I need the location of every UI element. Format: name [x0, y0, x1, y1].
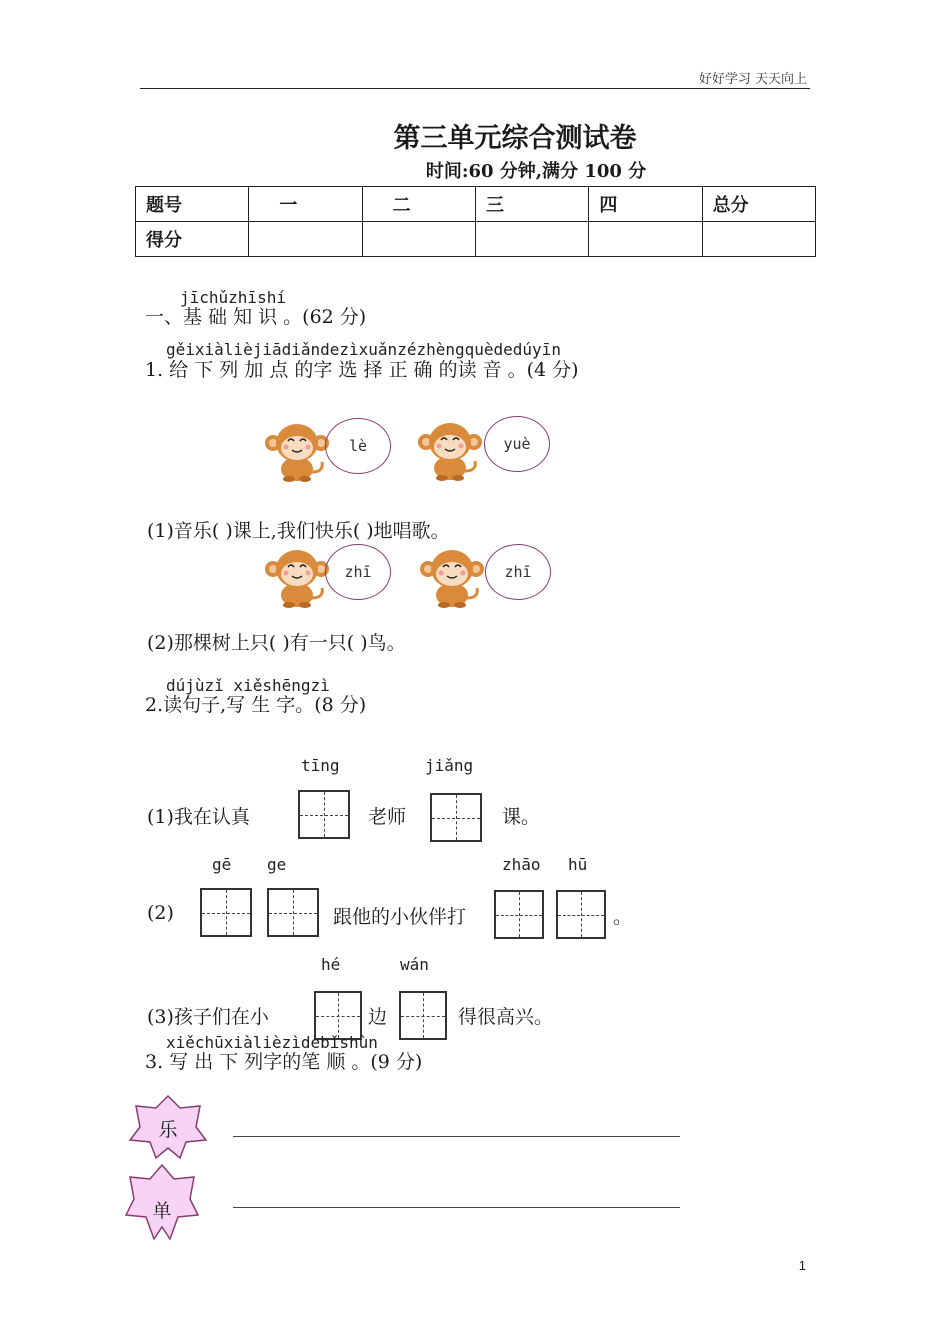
q2-s3-tail: 得很高兴。 [458, 1006, 554, 1028]
q2-s2-lead: (2) [147, 902, 174, 924]
section1-heading: 一、基 础 知 识 。(62 分) [145, 306, 367, 328]
q2-s1-pinyin-1: tīng [301, 756, 340, 775]
stroke-order-char: 单 [152, 1200, 172, 1222]
q2-s2-tail: 。 [613, 906, 633, 928]
character-writing-box[interactable] [494, 890, 544, 939]
q2-s3-lead: (3)孩子们在小 [147, 1006, 269, 1028]
q1-sentence-2: (2)那棵树上只( )有一只( )鸟。 [147, 632, 406, 654]
q2-s2-pinyin-1: gē [212, 855, 232, 874]
section1-pinyin: jīchǔzhīshí [180, 288, 286, 307]
q2-s1-mid: 老师 [368, 806, 407, 828]
score-table [135, 186, 816, 257]
score-table-cell: 二 [362, 187, 475, 222]
score-table-cell: 一 [249, 187, 362, 222]
pinyin-bubble: zhī [485, 544, 551, 600]
q2-s3-pinyin-1: hé [321, 955, 341, 974]
score-table-cell: 得分 [136, 222, 249, 257]
q2-s2-pinyin-4: hū [568, 855, 588, 874]
score-table-cell: 四 [589, 187, 702, 222]
monkey-icon [264, 543, 330, 609]
monkey-icon [264, 417, 330, 483]
pinyin-bubble: lè [325, 418, 391, 474]
q2-s1-pinyin-2: jiǎng [425, 756, 474, 775]
pinyin-bubble: zhī [325, 544, 391, 600]
q2-s2-pinyin-2: ge [267, 855, 287, 874]
q2-s2-mid: 跟他的小伙伴打 [333, 906, 467, 928]
character-writing-box[interactable] [298, 790, 350, 839]
score-input-cell[interactable] [589, 222, 702, 257]
q1-sentence-1: (1)音乐( )课上,我们快乐( )地唱歌。 [147, 520, 450, 542]
header-slogan: 好好学习 天天向上 [698, 72, 807, 87]
score-table-header-row [136, 187, 816, 222]
q2-s1-lead: (1)我在认真 [147, 806, 250, 828]
score-table-cell: 题号 [136, 187, 249, 222]
stroke-order-answer-line[interactable] [233, 1136, 680, 1137]
stroke-order-char: 乐 [158, 1119, 178, 1141]
score-table-cell: 三 [475, 187, 588, 222]
q3-heading: 3. 写 出 下 列字的笔 顺 。(9 分) [145, 1051, 423, 1073]
q2-s3-mid: 边 [368, 1006, 388, 1028]
q1-pinyin: gěixiàlièjiādiǎndezìxuǎnzézhèngquèdedúyīn [166, 340, 561, 359]
q2-s3-pinyin-2: wán [400, 955, 429, 974]
score-table-cell: 总分 [702, 187, 815, 222]
header-divider [140, 88, 810, 89]
monkey-icon [419, 543, 485, 609]
character-writing-box[interactable] [430, 793, 482, 842]
q1-heading: 1. 给 下 列 加 点 的字 选 择 正 确 的读 音 。(4 分) [145, 359, 579, 381]
character-writing-box[interactable] [556, 890, 606, 939]
page-subtitle: 时间:60 分钟,满分 100 分 [425, 161, 647, 182]
pinyin-bubble: yuè [484, 416, 550, 472]
q2-heading: 2.读句子,写 生 字。(8 分) [145, 694, 367, 716]
q2-pinyin: dújùzǐ xiěshēngzì [166, 676, 330, 695]
page-title: 第三单元综合测试卷 [393, 123, 637, 154]
score-input-cell[interactable] [362, 222, 475, 257]
stroke-order-answer-line[interactable] [233, 1207, 680, 1208]
q2-s1-tail: 课。 [502, 806, 541, 828]
q3-pinyin: xiěchūxiàlièzìdebǐshùn [166, 1033, 378, 1052]
page-number: 1 [798, 1258, 806, 1273]
score-table-score-row [136, 222, 816, 257]
score-input-cell[interactable] [702, 222, 815, 257]
monkey-icon [417, 416, 483, 482]
score-input-cell[interactable] [249, 222, 362, 257]
score-input-cell[interactable] [475, 222, 588, 257]
character-writing-box[interactable] [399, 991, 447, 1040]
q2-s2-pinyin-3: zhāo [502, 855, 541, 874]
character-writing-box[interactable] [200, 888, 252, 937]
character-writing-box[interactable] [267, 888, 319, 937]
